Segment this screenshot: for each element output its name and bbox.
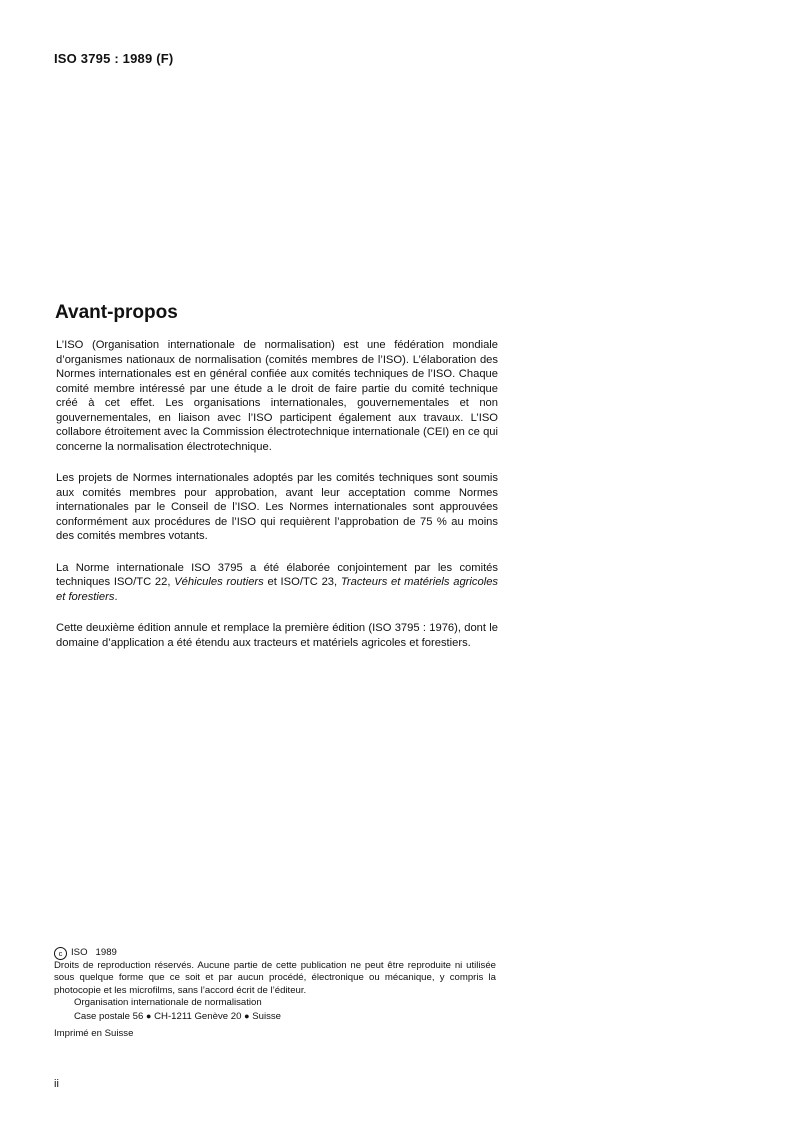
paragraph-2: Les projets de Normes internationales adoptés par les comités techniques sont soumis aux comités membres pour approbation, avant leur acceptation comme Normes internationales par le Conseil de l’ISO. Les Normes internationales sont approuvées conformément aux procédures de l’ISO qui requièrent l’approbation de 75 % au moins des comités membres votants. <box>56 472 498 542</box>
page-number: ii <box>54 1078 59 1090</box>
paragraph-3-lead: La Norme internationale ISO 3795 a été élaborée conjointement par les comités techniques ISO/TC 22, <box>56 561 498 588</box>
publisher-name: Organisation internationale de normalisation <box>74 997 262 1009</box>
document-header: ISO 3795 : 1989 (F) <box>54 51 174 66</box>
postal-country: Suisse <box>252 1010 281 1022</box>
copyright-block <box>54 947 496 1040</box>
copyright-year: 1989 <box>95 947 117 958</box>
bullet-icon: ● <box>244 1010 250 1021</box>
paragraph-3-mid: et ISO/TC 23, <box>263 576 341 588</box>
paragraph-4: Cette deuxième édition annule et remplace la première édition (ISO 3795 : 1976), dont le domaine d’application a été étendu aux tracteurs et matériels agricoles et forestiers. <box>56 622 498 649</box>
postal-city: CH-1211 Genève 20 <box>154 1010 242 1022</box>
postal-box: Case postale 56 <box>74 1010 144 1022</box>
rights-notice: Droits de reproduction réservés. Aucune partie de cette publication ne peut être reproduite ni utilisée sous quelque forme que ce soit et par aucun procédé, électronique ou mécanique, y compris la photocopie et les microfilms, sans l’accord écrit de l’éditeur. <box>54 960 496 996</box>
tc23-name: Tracteurs et matériels agricoles et forestiers <box>56 576 499 603</box>
printed-in: Imprimé en Suisse <box>54 1028 134 1040</box>
paragraph-3 <box>56 561 498 605</box>
paragraph-1: L’ISO (Organisation internationale de normalisation) est une fédération mondiale d’organismes nationaux de normalisation (comités membres de l’ISO). L’élaboration des Normes internationales est en général confiée aux comités techniques de l’ISO. Chaque comité membre intéressé par une étude a le droit de faire partie du comité technique créé à cet effet. Les organisations internationales, gouvernementales et non gouvernementales, en liaison avec l’ISO participent également aux travaux. L’ISO collabore étroitement avec la Commission électrotechnique internationale (CEI) en ce qui concerne la normalisation électrotechnique. <box>56 339 498 453</box>
section-title: Avant-propos <box>55 302 178 323</box>
foreword-body <box>56 338 498 650</box>
tc22-name: Véhicules routiers <box>174 576 264 588</box>
copyright-icon: c <box>54 947 67 960</box>
bullet-icon: ● <box>146 1010 152 1021</box>
copyright-line <box>54 947 496 960</box>
publisher-address <box>54 1010 496 1023</box>
paragraph-3-end: . <box>114 590 118 603</box>
copyright-org: ISO <box>71 947 88 958</box>
